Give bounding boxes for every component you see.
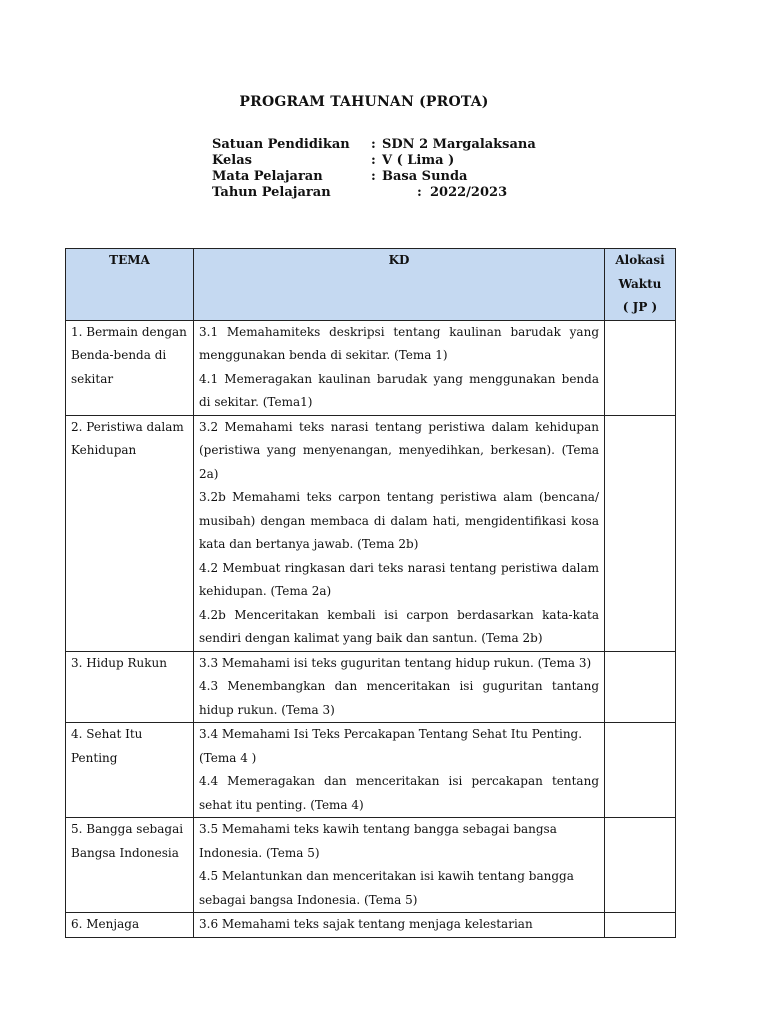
tema-cell xyxy=(66,415,194,651)
document-title: PROGRAM TAHUNAN (PROTA) xyxy=(239,94,489,110)
meta-label: Mata Pelajaran xyxy=(212,169,323,184)
kd-cell xyxy=(194,651,605,723)
kd-item: 3.5 Memahami teks kawih tentang bangga sebagai bangsa Indonesia. (Tema 5) xyxy=(199,822,557,860)
tema-cell xyxy=(66,818,194,913)
tema-cell xyxy=(66,913,194,938)
jp-cell xyxy=(605,913,676,938)
kd-item: 3.2b Memahami teks carpon tentang peristiwa alam (bencana/ musibah) dengan membaca di dalam hati, mengidentifikasi kosa kata dan bertanya jawab. (Tema 2b) xyxy=(199,490,599,551)
kd-item: 3.2 Memahami teks narasi tentang peristiwa dalam kehidupan (peristiwa yang menyenangan, menyedihkan, berkesan). (Tema 2a) xyxy=(199,419,599,481)
table-header-row xyxy=(66,249,676,321)
kd-item: 4.3 Menembangkan dan menceritakan isi guguritan tantang hidup rukun. (Tema 3) xyxy=(199,679,599,717)
tema-cell xyxy=(66,651,194,723)
tema-line: 3. Hidup Rukun xyxy=(71,655,167,670)
tema-line: Bangsa Indonesia xyxy=(71,845,179,860)
kd-cell xyxy=(194,415,605,651)
kd-cell xyxy=(194,913,605,938)
kd-cell xyxy=(194,818,605,913)
tema-line: Benda-benda di xyxy=(71,348,167,362)
meta-value: 2022/2023 xyxy=(430,185,508,200)
table-row xyxy=(66,320,676,415)
table-row xyxy=(66,818,676,913)
header-kd: KD xyxy=(194,249,605,321)
tema-line: 2. Peristiwa dalam xyxy=(71,419,184,434)
kd-item: 3.4 Memahami Isi Teks Percakapan Tentang Sehat Itu Penting. (Tema 4 ) xyxy=(199,727,583,765)
kd-item: 4.1 Memeragakan kaulinan barudak yang menggunakan benda di sekitar. (Tema1) xyxy=(199,371,599,409)
kd-cell xyxy=(194,320,605,415)
kd-item: 4.2 Membuat ringkasan dari teks narasi tentang peristiwa dalam kehidupan. (Tema 2a) xyxy=(199,560,599,598)
kd-item: 4.4 Memeragakan dan menceritakan isi percakapan tentang sehat itu penting. (Tema 4) xyxy=(199,774,599,812)
tema-line: sekitar xyxy=(71,371,114,386)
kd-item: 3.3 Memahami isi teks guguritan tentang hidup rukun. (Tema 3) xyxy=(199,655,592,670)
table-row xyxy=(66,651,676,723)
jp-cell xyxy=(605,651,676,723)
meta-separator: : xyxy=(371,137,376,152)
header-alokasi-waktu xyxy=(605,249,676,321)
kd-item: 3.6 Memahami teks sajak tentang menjaga kelestarian xyxy=(199,917,533,931)
meta-separator: : xyxy=(371,153,376,168)
header-tema: TEMA xyxy=(66,249,194,321)
header-alokasi-line1: Alokasi xyxy=(615,253,665,267)
tema-line: 6. Menjaga xyxy=(71,917,140,931)
tema-cell xyxy=(66,723,194,818)
header-alokasi-line3: ( JP ) xyxy=(622,300,658,314)
table-row xyxy=(66,415,676,651)
tema-line: 4. Sehat Itu xyxy=(71,727,143,741)
meta-label: Tahun Pelajaran xyxy=(212,185,331,200)
meta-label: Kelas xyxy=(212,153,252,168)
jp-cell xyxy=(605,415,676,651)
tema-line: 5. Bangga sebagai xyxy=(71,822,184,836)
tema-line: Kehidupan xyxy=(71,443,137,457)
tema-cell xyxy=(66,320,194,415)
table-row xyxy=(66,723,676,818)
meta-value: Basa Sunda xyxy=(382,169,468,184)
jp-cell xyxy=(605,723,676,818)
meta-label: Satuan Pendidikan xyxy=(212,137,350,152)
kd-item: 4.2b Menceritakan kembali isi carpon berdasarkan kata-kata sendiri dengan kalimat yang baik dan santun. (Tema 2b) xyxy=(199,607,599,645)
meta-separator: : xyxy=(371,169,376,184)
prota-table xyxy=(65,248,676,938)
kd-item: 4.5 Melantunkan dan menceritakan isi kawih tentang bangga sebagai bangsa Indonesia. (Tema 5) xyxy=(199,869,574,907)
header-alokasi-line2: Waktu xyxy=(618,276,662,291)
kd-item: 3.1 Memahamiteks deskripsi tentang kaulinan barudak yang menggunakan benda di sekitar. (Tema 1) xyxy=(199,324,599,362)
meta-value: V ( Lima ) xyxy=(382,153,455,168)
tema-line: 1. Bermain dengan xyxy=(71,324,187,339)
jp-cell xyxy=(605,818,676,913)
kd-cell xyxy=(194,723,605,818)
table-row xyxy=(66,913,676,938)
meta-separator: : xyxy=(417,185,422,200)
jp-cell xyxy=(605,320,676,415)
meta-value: SDN 2 Margalaksana xyxy=(382,137,536,152)
tema-line: Penting xyxy=(71,750,118,765)
